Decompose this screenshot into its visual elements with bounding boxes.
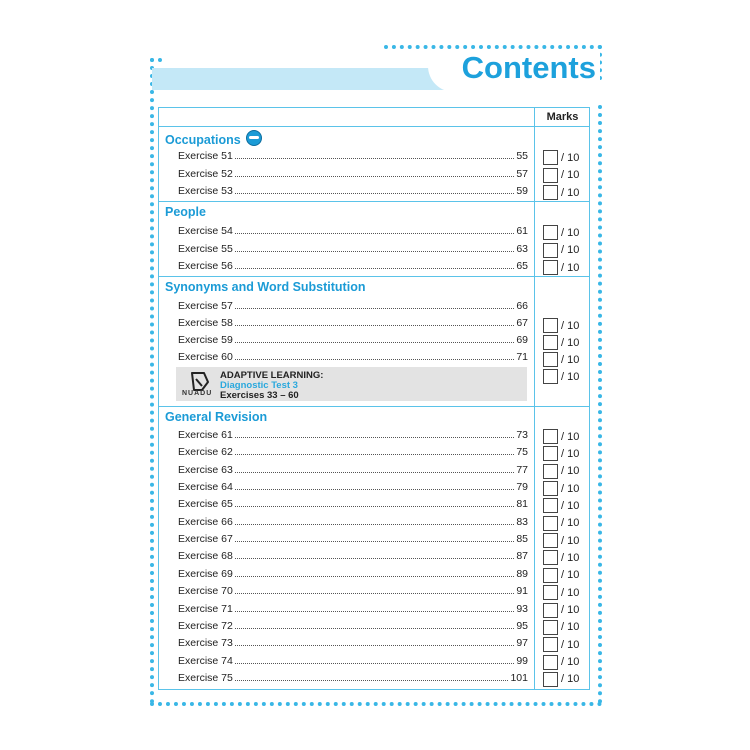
exercise-label: Exercise 69 [178, 567, 233, 580]
page-number: 99 [516, 654, 528, 667]
marks-out-of: / 10 [561, 465, 580, 478]
section-title: General Revision [165, 410, 268, 424]
marks-entry[interactable] [543, 260, 579, 275]
marks-checkbox[interactable] [543, 603, 558, 618]
marks-checkbox[interactable] [543, 637, 558, 652]
adaptive-heading: ADAPTIVE LEARNING: [220, 370, 324, 381]
exercise-label: Exercise 58 [178, 317, 233, 330]
marks-entry[interactable] [543, 318, 579, 333]
marks-checkbox[interactable] [543, 620, 558, 635]
marks-checkbox[interactable] [543, 550, 558, 565]
marks-checkbox[interactable] [543, 260, 558, 275]
page-number: 57 [516, 167, 528, 180]
dot-leader [235, 506, 514, 507]
toc-row [178, 332, 528, 346]
header-divider [159, 126, 589, 127]
marks-checkbox[interactable] [543, 655, 558, 670]
exercise-label: Exercise 60 [178, 351, 233, 364]
marks-out-of: / 10 [561, 604, 580, 616]
exercise-label: Exercise 70 [178, 585, 233, 598]
marks-out-of: / 10 [561, 534, 580, 547]
page-number: 66 [516, 300, 528, 312]
marks-out-of: / 10 [561, 638, 580, 651]
exercise-label: Exercise 57 [178, 300, 233, 312]
marks-checkbox[interactable] [543, 533, 558, 548]
page-number: 93 [516, 602, 528, 615]
marks-entry[interactable] [543, 672, 579, 687]
exercise-label: Exercise 68 [178, 550, 233, 563]
toc-row [178, 479, 528, 493]
exercise-label: Exercise 59 [178, 334, 233, 347]
page-number: 61 [516, 225, 528, 237]
diagnostic-test-link[interactable]: Diagnostic Test 3 [220, 380, 298, 391]
marks-out-of: / 10 [561, 244, 580, 256]
toc-row [178, 514, 528, 528]
page-number: 97 [516, 637, 528, 650]
marks-out-of: / 10 [561, 336, 580, 349]
marks-entry[interactable] [543, 335, 579, 350]
exercise-label: Exercise 75 [178, 671, 233, 684]
page-number: 85 [516, 533, 528, 546]
marks-entry[interactable] [543, 369, 579, 384]
dot-leader [235, 541, 514, 542]
toc-row [178, 427, 528, 441]
page-number: 87 [516, 550, 528, 563]
toc-row [178, 183, 528, 197]
toc-row [178, 531, 528, 545]
marks-out-of: / 10 [561, 517, 580, 530]
exercise-label: Exercise 56 [178, 260, 233, 272]
dot-leader [235, 437, 514, 438]
nuadu-logo-text: NUADU [182, 390, 213, 397]
marks-checkbox[interactable] [543, 318, 558, 333]
marks-checkbox[interactable] [543, 516, 558, 531]
marks-entry[interactable] [543, 185, 579, 200]
page-number: 83 [516, 515, 528, 528]
toc-row [178, 444, 528, 458]
marks-checkbox[interactable] [543, 243, 558, 258]
page-number: 63 [516, 242, 528, 255]
exercise-label: Exercise 62 [178, 446, 233, 459]
toc-row [178, 349, 528, 363]
adaptive-learning-box [176, 367, 527, 401]
adaptive-range: Exercises 33 – 60 [220, 390, 299, 401]
exercise-label: Exercise 63 [178, 463, 233, 476]
marks-entry[interactable] [543, 655, 579, 670]
marks-entry[interactable] [543, 352, 579, 367]
exercise-label: Exercise 72 [178, 619, 233, 632]
marks-out-of: / 10 [561, 586, 580, 599]
bottom-dotted-border [150, 702, 602, 706]
toc-row [178, 653, 528, 667]
marks-out-of: / 10 [561, 673, 580, 686]
toc-row [178, 166, 528, 180]
section-divider [159, 406, 589, 407]
toc-row [178, 566, 528, 580]
marks-entry[interactable] [543, 516, 579, 531]
marks-out-of: / 10 [561, 430, 580, 443]
marks-out-of: / 10 [561, 169, 580, 181]
exercise-label: Exercise 54 [178, 225, 233, 237]
marks-entry[interactable] [543, 603, 579, 618]
dot-leader [235, 308, 514, 309]
dot-leader [235, 524, 514, 525]
toc-row [178, 583, 528, 597]
toc-row [178, 258, 528, 272]
top-dotted-border [384, 45, 602, 49]
dot-leader [235, 359, 514, 360]
exercise-label: Exercise 71 [178, 602, 233, 615]
dot-leader [235, 233, 514, 234]
marks-out-of: / 10 [561, 226, 580, 239]
section-divider [159, 276, 589, 277]
dot-leader [235, 193, 514, 194]
page-number: 77 [516, 463, 528, 476]
marks-entry[interactable] [543, 550, 579, 565]
toc-row [178, 496, 528, 510]
marks-entry[interactable] [543, 568, 579, 583]
dot-leader [235, 593, 514, 594]
page-number: 95 [516, 619, 528, 632]
toc-row [178, 635, 528, 649]
dot-leader [235, 454, 514, 455]
page-number: 89 [516, 567, 528, 580]
dot-leader [235, 158, 514, 159]
dot-leader [235, 251, 514, 252]
marks-out-of: / 10 [561, 370, 580, 383]
marks-checkbox[interactable] [543, 335, 558, 350]
dot-leader [235, 472, 514, 473]
section-title: Synonyms and Word Substitution [165, 280, 366, 294]
exercise-label: Exercise 65 [178, 498, 233, 511]
exercise-label: Exercise 66 [178, 515, 233, 528]
marks-out-of: / 10 [561, 482, 580, 495]
dot-leader [235, 645, 514, 646]
dot-leader [235, 489, 514, 490]
section-title: Occupations [165, 130, 262, 147]
page-number: 69 [516, 334, 528, 347]
dot-leader [235, 558, 514, 559]
dot-leader [235, 325, 514, 326]
page-title: Contents [461, 50, 596, 85]
marks-entry[interactable] [543, 464, 579, 479]
marks-entry[interactable] [543, 585, 579, 600]
page-number: 55 [516, 150, 528, 162]
marks-column-divider [534, 108, 535, 689]
page-number: 65 [516, 260, 528, 272]
marks-checkbox[interactable] [543, 585, 558, 600]
marks-checkbox[interactable] [543, 464, 558, 479]
exercise-label: Exercise 73 [178, 637, 233, 650]
marks-entry[interactable] [543, 150, 579, 165]
marks-out-of: / 10 [561, 569, 580, 582]
exercise-label: Exercise 61 [178, 429, 233, 441]
marks-checkbox[interactable] [543, 150, 558, 165]
exercise-label: Exercise 55 [178, 242, 233, 255]
dot-leader [235, 268, 514, 269]
marks-entry[interactable] [543, 429, 579, 444]
marks-entry[interactable] [543, 446, 579, 461]
marks-out-of: / 10 [561, 186, 580, 199]
marks-checkbox[interactable] [543, 672, 558, 687]
page-number: 81 [516, 498, 528, 511]
marks-entry[interactable] [543, 225, 579, 240]
toc-row [178, 223, 528, 237]
marks-checkbox[interactable] [543, 481, 558, 496]
marks-entry[interactable] [543, 481, 579, 496]
marks-out-of: / 10 [561, 353, 580, 366]
marks-checkbox[interactable] [543, 498, 558, 513]
dot-leader [235, 176, 514, 177]
exercise-label: Exercise 74 [178, 654, 233, 667]
marks-checkbox[interactable] [543, 568, 558, 583]
exercise-label: Exercise 64 [178, 481, 233, 494]
marks-checkbox[interactable] [543, 446, 558, 461]
marks-entry[interactable] [543, 620, 579, 635]
marks-out-of: / 10 [561, 551, 580, 564]
toc-row [178, 462, 528, 476]
marks-out-of: / 10 [561, 319, 580, 332]
section-divider [159, 201, 589, 202]
exercise-label: Exercise 52 [178, 167, 233, 180]
toc-row [178, 618, 528, 632]
page-number: 67 [516, 317, 528, 330]
exercise-label: Exercise 53 [178, 185, 233, 197]
dot-leader [235, 628, 514, 629]
marks-entry[interactable] [543, 243, 579, 258]
dot-leader [235, 342, 514, 343]
dot-leader [235, 680, 509, 681]
marks-entry[interactable] [543, 533, 579, 548]
toc-row [178, 315, 528, 329]
marks-out-of: / 10 [561, 261, 580, 274]
toc-row [178, 148, 528, 162]
marks-out-of: / 10 [561, 151, 580, 164]
page-number: 91 [516, 585, 528, 598]
marks-checkbox[interactable] [543, 185, 558, 200]
page-number: 71 [516, 351, 528, 364]
marks-checkbox[interactable] [543, 352, 558, 367]
toc-row [178, 670, 528, 684]
page-number: 75 [516, 446, 528, 459]
toc-row [178, 601, 528, 615]
dot-leader [235, 576, 514, 577]
section-title: People [165, 205, 206, 219]
page-number: 79 [516, 481, 528, 494]
marks-out-of: / 10 [561, 499, 580, 512]
dot-leader [235, 611, 514, 612]
marks-header: Marks [546, 111, 579, 123]
marks-entry[interactable] [543, 637, 579, 652]
page-number: 101 [510, 671, 528, 684]
marks-out-of: / 10 [561, 621, 580, 634]
dot-leader [235, 663, 514, 664]
marks-checkbox[interactable] [543, 168, 558, 183]
toc-row [178, 298, 528, 312]
marks-checkbox[interactable] [543, 369, 558, 384]
page-number: 73 [516, 429, 528, 441]
marks-out-of: / 10 [561, 656, 580, 669]
exercise-label: Exercise 67 [178, 533, 233, 546]
right-lower-dotted-border [598, 105, 602, 704]
contents-table [158, 107, 590, 690]
marks-entry[interactable] [543, 168, 579, 183]
page-number: 59 [516, 185, 528, 197]
toc-row [178, 241, 528, 255]
left-dotted-border [150, 58, 154, 704]
marks-entry[interactable] [543, 498, 579, 513]
marks-out-of: / 10 [561, 447, 580, 460]
marks-checkbox[interactable] [543, 225, 558, 240]
exercise-label: Exercise 51 [178, 150, 233, 162]
marks-checkbox[interactable] [543, 429, 558, 444]
globe-icon [246, 130, 262, 146]
toc-row [178, 548, 528, 562]
